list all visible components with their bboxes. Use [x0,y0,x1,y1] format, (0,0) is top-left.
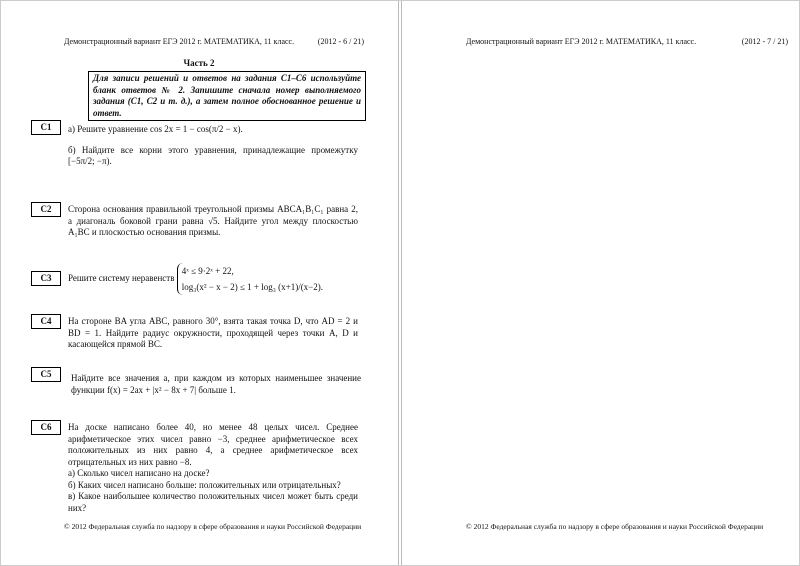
page-number: (2012 - 7 / 21) [741,37,788,46]
task-c1-part-a: а) Решите уравнение cos 2x = 1 − cos(π/2 − x). [68,124,243,134]
instruction-box: Для записи решений и ответов на задания С1–С6 используйте бланк ответов № 2. Запишите сначала номер выполняемого задания (С1, С2 и т. д.), а затем полное обоснованное решение и ответ. [88,71,366,121]
task-c6 [68,422,358,514]
task-label-c3: C3 [31,271,61,286]
task-label-c1: C1 [31,120,61,135]
page-7 [401,0,800,566]
task-c4: На стороне BA угла ABC, равного 30°, взята такая точка D, что AD = 2 и BD = 1. Найдите радиус окружности, проходящей через точки A, D и касающейся прямой BC. [68,316,358,349]
inequality-1: 4ˣ ≤ 9·2ˣ + 22, [181,266,234,276]
task-c6-text: На доске написано более 40, но менее 48 целых чисел. Среднее арифметическое этих чисел равно −3, среднее арифметическое всех положительных из них равно 4, а среднее арифметическое всех отрицательных из них равно −8. [68,422,358,467]
task-c3 [68,263,358,295]
task-c1-part-b: б) Найдите все корни этого уравнения, принадлежащие промежутку [−5π/2; −π). [68,144,358,166]
page-header [64,37,364,46]
page-footer: © 2012 Федеральная служба по надзору в сфере образования и науки Российской Федерации [466,522,764,531]
task-label-c2: C2 [31,202,61,217]
page-footer: © 2012 Федеральная служба по надзору в сфере образования и науки Российской Федерации [64,522,362,531]
page-header [466,37,788,46]
inequality-2: log₃(x² − x − 2) ≤ 1 + log₃ (x+1)/(x−2). [181,282,324,292]
task-c2: Сторона основания правильной треугольной призмы ABCA₁B₁C₁ равна 2, а диагональ боковой грани равна √5. Найдите угол между плоскостью A₁BC и плоскостью основания призмы. [68,204,358,237]
task-c6-question-b: б) Каких чисел написано больше: положительных или отрицательных? [68,479,341,490]
task-c6-question-c: в) Какое наибольшее количество положительных чисел может быть среди них? [68,491,358,513]
task-c6-question-a: а) Сколько чисел написано на доске? [68,468,210,478]
task-c3-text: Решите систему неравенств [68,273,175,284]
task-c5: Найдите все значения a, при каждом из которых наименьшее значение функции f(x) = 2ax + |x² − 8x + 7| больше 1. [71,373,361,395]
task-label-c6: C6 [31,420,61,435]
task-label-c5: C5 [31,367,61,382]
page-6 [0,0,399,566]
task-c1 [68,124,358,168]
page-number: (2012 - 6 / 21) [317,37,364,46]
task-label-c4: C4 [31,314,61,329]
header-title: Демонстрационный вариант ЕГЭ 2012 г. МАТЕМАТИКА, 11 класс. [466,37,697,46]
header-title: Демонстрационный вариант ЕГЭ 2012 г. МАТЕМАТИКА, 11 класс. [64,37,295,46]
inequality-system [177,263,323,295]
part-title: Часть 2 [183,58,215,68]
